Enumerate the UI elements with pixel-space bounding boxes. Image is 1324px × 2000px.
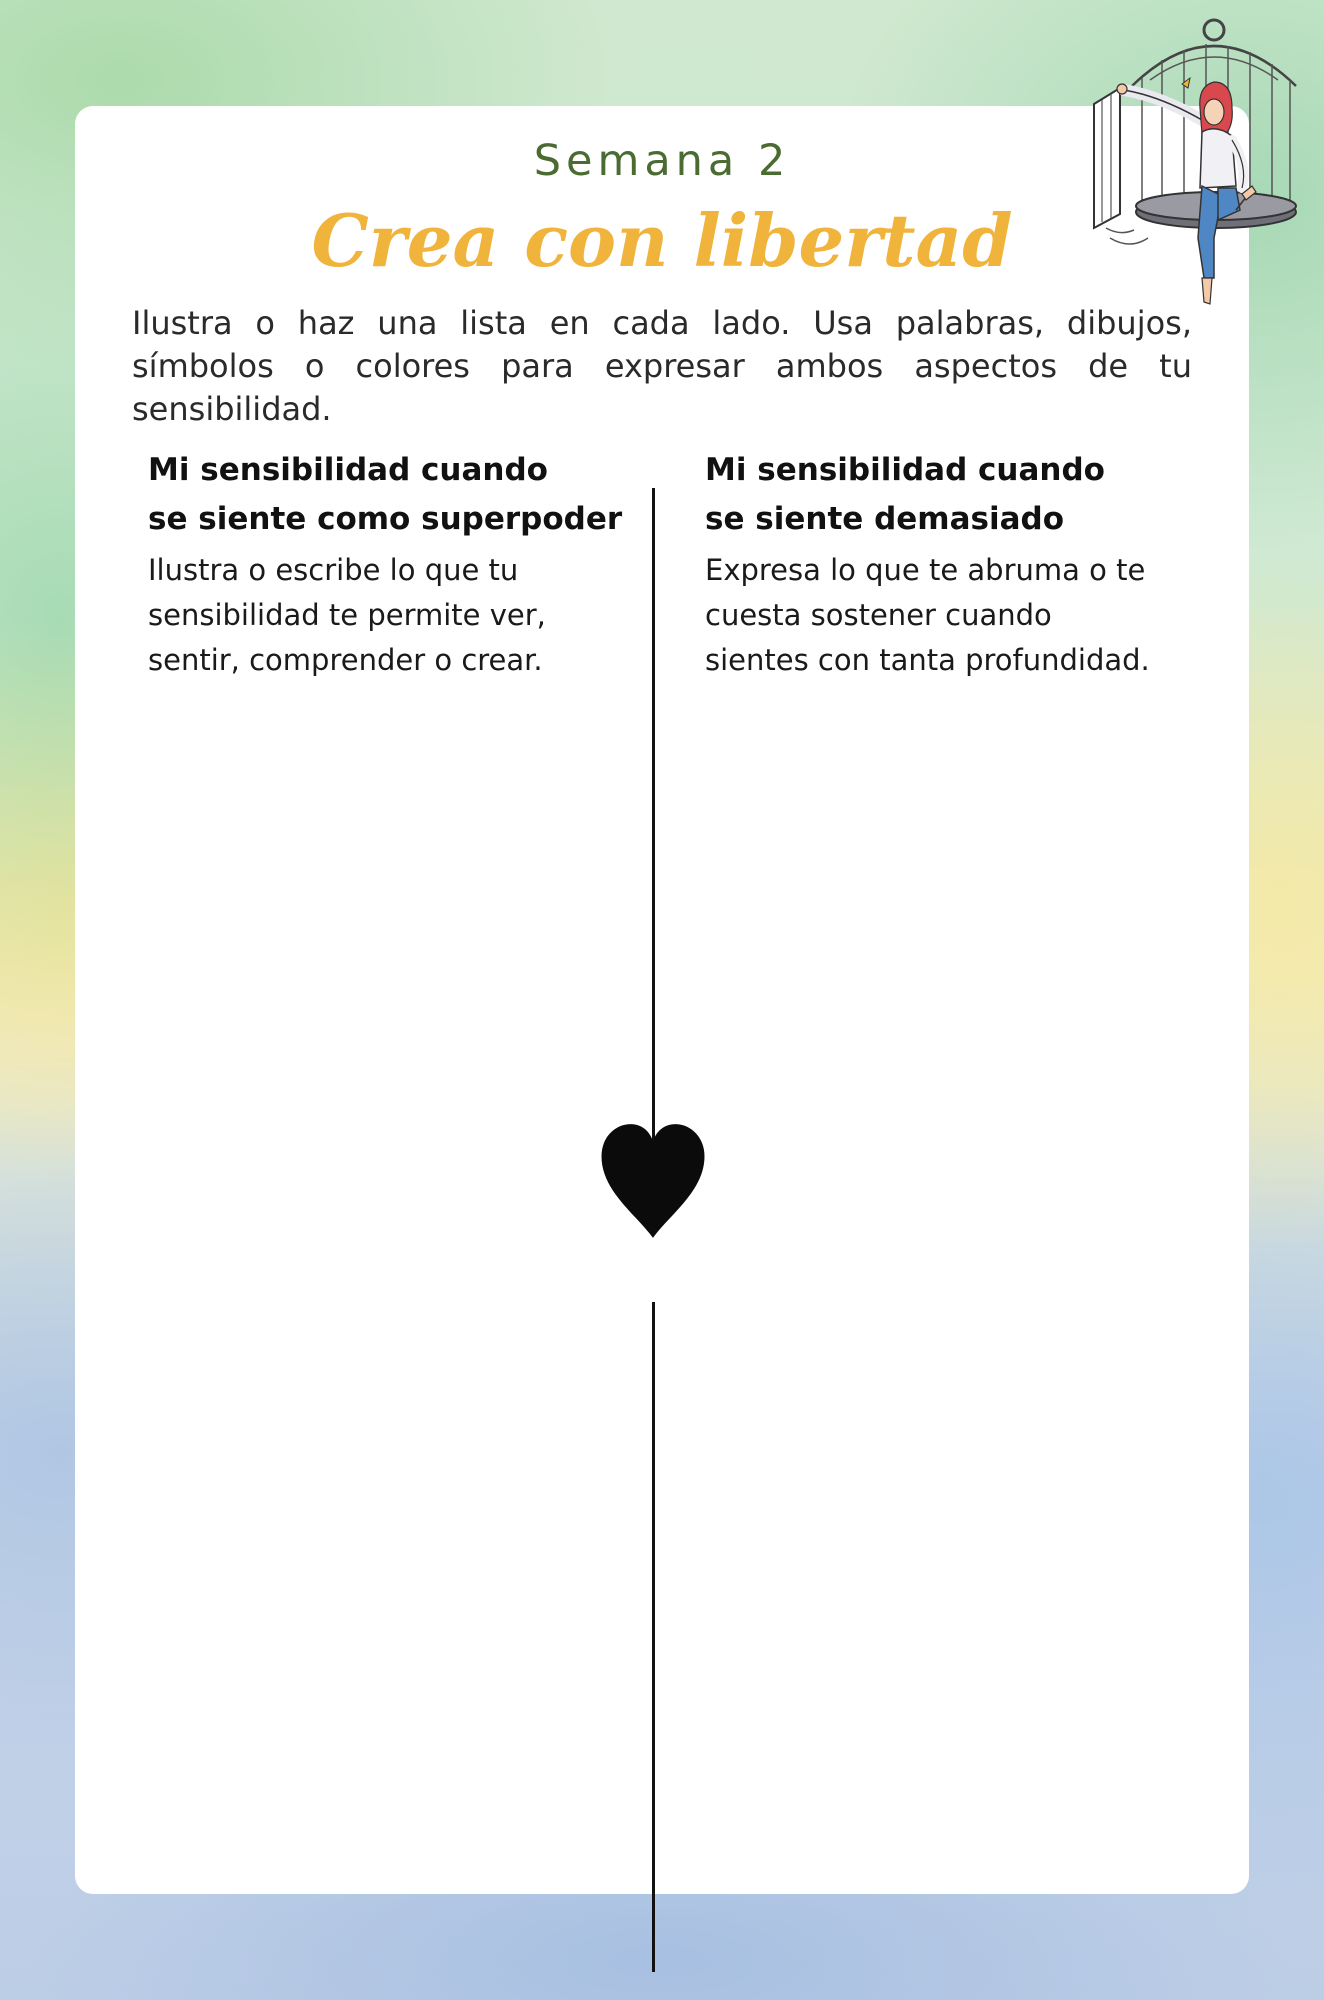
too-much-text-line-3: sientes con tanta profundidad. (705, 643, 1150, 677)
superpower-column-description (148, 548, 658, 683)
too-much-text-line-1: Expresa lo que te abruma o te (705, 553, 1146, 587)
page-title: Crea con libertad (311, 198, 1013, 283)
too-much-column-description (705, 548, 1215, 683)
superpower-column-title (148, 446, 658, 544)
superpower-text-line-3: sentir, comprender o crear. (148, 643, 543, 677)
birdcage-woman-illustration (1090, 16, 1300, 308)
too-much-column-title (705, 446, 1215, 544)
superpower-text-line-1: Ilustra o escribe lo que tu (148, 553, 519, 587)
heart-icon (599, 1122, 707, 1240)
week-label: Semana 2 (533, 136, 791, 186)
column-divider-top (652, 488, 655, 1158)
column-divider-bottom (652, 1302, 655, 1972)
superpower-text-line-2: sensibilidad te permite ver, (148, 598, 546, 632)
superpower-title-line-1: Mi sensibilidad cuando (148, 452, 548, 488)
too-much-text-line-2: cuesta sostener cuando (705, 598, 1052, 632)
too-much-title-line-2: se siente demasiado (705, 501, 1064, 537)
superpower-column (148, 446, 658, 683)
too-much-column (705, 446, 1215, 683)
too-much-title-line-1: Mi sensibilidad cuando (705, 452, 1105, 488)
worksheet-card (75, 106, 1249, 1894)
superpower-title-line-2: se siente como superpoder (148, 501, 623, 537)
instructions-text: Ilustra o haz una lista en cada lado. Usa palabras, dibujos, símbolos o colores para expresar ambos aspectos de tu sensibilidad. (132, 304, 1192, 428)
